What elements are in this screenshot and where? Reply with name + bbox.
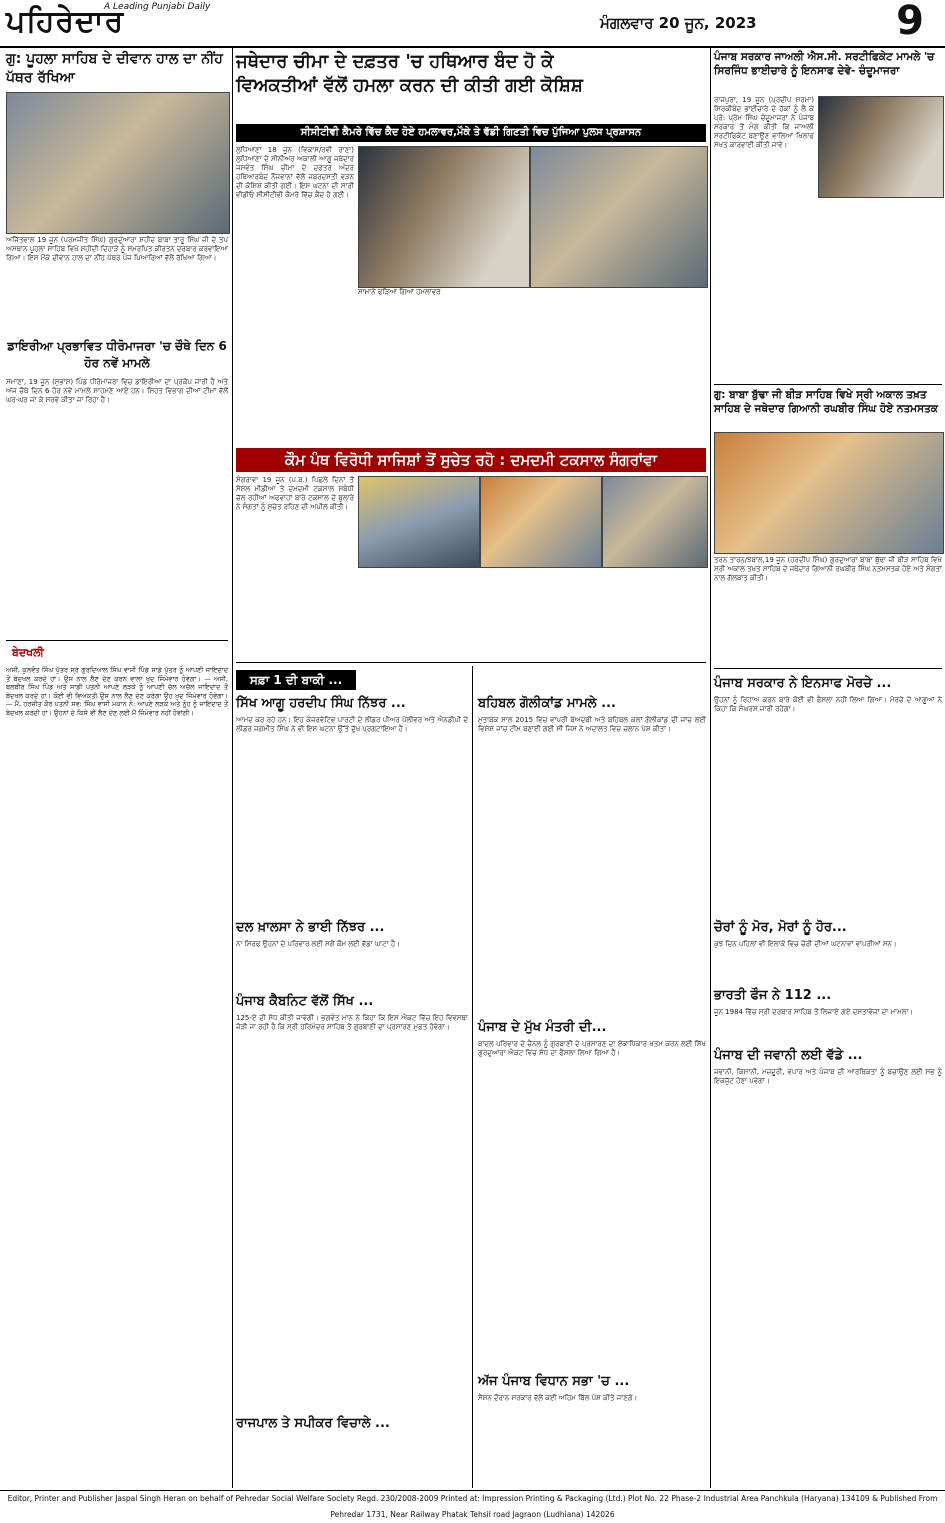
- right-photo-2: [714, 432, 944, 554]
- taksal-photo-2: [480, 476, 602, 568]
- lead-photo-1: [358, 146, 530, 288]
- cont6-title: ਪੰਜਾਬ ਦੇ ਮੁੱਖ ਮੰਤਰੀ ਦੀ...: [478, 1020, 607, 1035]
- continued-label: ਸਫ਼ਾ 1 ਦੀ ਬਾਕੀ ...: [236, 670, 356, 690]
- right-body-4: ਕੁਝ ਦਿਨ ਪਹਿਲਾਂ ਵੀ ਇਲਾਕੇ ਵਿਚ ਚੋਰੀ ਦੀਆਂ ਘਟਨਾਵਾਂ ਵਾਪਰੀਆਂ ਸਨ।: [714, 940, 897, 948]
- taksal-body: ਸੰਗਰਾਵਾ 19 ਜੂਨ (ਪ.ਬ.) ਪਿਛਲੇ ਦਿਨਾਂ ਤੋਂ ਸੋਸ਼ਲ ਮੀਡੀਆ ਤੇ ਦਮਦਮੀ ਟਕਸਾਲ ਸਬੰਧੀ ਚੱਲ ਰਹੀਆਂ ਅਫਵਾਹਾਂ ਬਾਰੇ ਟਕਸਾਲ ਦੇ ਬੁਲਾਰੇ ਨੇ ਸੰਗਤਾਂ ਨੂੰ ਸੁਚੇਤ ਰਹਿਣ ਦੀ ਅਪੀਲ ਕੀਤੀ।: [236, 476, 354, 511]
- section-rule: [6, 640, 228, 641]
- right-head-6: ਪੰਜਾਬ ਦੀ ਜਵਾਨੀ ਲਈ ਵੱਡੇ ...: [714, 1048, 863, 1063]
- taksal-photo-1: [358, 476, 480, 568]
- masthead: [0, 0, 945, 48]
- right-head-4: ਚੋਰਾਂ ਨੂੰ ਮੋਰ, ਮੋਰਾਂ ਨੂੰ ਹੋਰ...: [714, 920, 847, 935]
- right-head-5: ਭਾਰਤੀ ਫੌਜ ਨੇ 112 ...: [714, 988, 832, 1003]
- cont7-title: ਅੱਜ ਪੰਜਾਬ ਵਿਧਾਨ ਸਭਾ 'ਚ ...: [478, 1374, 630, 1389]
- newspaper-logo: ਪਹਿਰੇਦਾਰ: [6, 4, 125, 39]
- lead-strap: ਸੀਸੀਟੀਵੀ ਕੈਮਰੇ ਵਿੱਚ ਕੈਦ ਹੋਏ ਹਮਲਾਵਰ,ਮੌਕੇ ਤੇ ਵੱਡੀ ਗਿਣਤੀ ਵਿਚ ਪੁੱਜਿਆ ਪੁਲਸ ਪ੍ਰਸ਼ਾਸਨ: [236, 124, 706, 142]
- lead-headline-line1: ਜਥੇਦਾਰ ਚੀਮਾ ਦੇ ਦਫ਼ਤਰ 'ਚ ਹਥਿਆਰ ਬੰਦ ਹੋ ਕੇ: [236, 51, 554, 72]
- right-body-5: ਜੂਨ 1984 ਵਿੱਚ ਸ੍ਰੀ ਦਰਬਾਰ ਸਾਹਿਬ ਤੋਂ ਲਿਜਾਏ ਗਏ ਦਸਤਾਵੇਜ਼ਾਂ ਦਾ ਮਾਮਲਾ।: [714, 1008, 914, 1016]
- right-photo: [818, 96, 944, 198]
- lead-caption: ਸਾਮਾਨੇ ਫੜਿਆ ਗਿਆ ਹਮਲਾਵਰ: [358, 288, 441, 296]
- section-rule: [714, 668, 942, 669]
- left-sub-body: ਸਮਾਣਾ, 19 ਜੂਨ (ਸੁਭਾਸ਼) ਪਿੰਡ ਧੀਰੋਮਾਜਰਾ ਵਿਚ ਡਾਇਰੀਆ ਦਾ ਪ੍ਰਕੋਪ ਜਾਰੀ ਹੈ ਅਤੇ ਅੱਜ ਚੌਥੇ ਦਿਨ 6 ਹੋਰ ਨਵੇਂ ਮਾਮਲੇ ਸਾਹਮਣੇ ਆਏ ਹਨ। ਸਿਹਤ ਵਿਭਾਗ ਦੀਆਂ ਟੀਮਾਂ ਵੱਲੋਂ ਘਰ-ਘਰ ਜਾ ਕੇ ਸਰਵੇ ਕੀਤਾ ਜਾ ਰਿਹਾ ਹੈ।: [6, 378, 228, 404]
- cont2-body: ਨਾ ਸਿਰਫ ਉਹਨਾਂ ਦੇ ਪਰਿਵਾਰ ਲਈ ਸਗੋਂ ਕੌਮ ਲਈ ਵੱਡਾ ਘਾਟਾ ਹੈ।: [236, 940, 400, 948]
- cont4-title: ਰਾਜਪਾਲ ਤੇ ਸਪੀਕਰ ਵਿਚਾਲੇ ...: [236, 1416, 390, 1431]
- cont5-body: ਮੁਤਾਬਕ ਸਾਲ 2015 ਵਿਚ ਵਾਪਰੀ ਬੇਅਦਬੀ ਅਤੇ ਬਹਿਬਲ ਕਲਾਂ ਗੋਲੀਕਾਂਡ ਦੀ ਜਾਂਚ ਲਈ ਵਿਸ਼ੇਸ਼ ਜਾਂਚ ਟੀਮ ਬਣਾਈ ਗਈ ਸੀ ਜਿਸ ਨੇ ਅਦਾਲਤ ਵਿਚ ਚਲਾਨ ਪੇਸ਼ ਕੀਤਾ।: [478, 716, 706, 733]
- tagline: A Leading Punjabi Daily: [104, 2, 211, 12]
- cont6-body: ਬਾਦਲ ਪਰਿਵਾਰ ਦੇ ਚੈਨਲ ਨੂੰ ਗੁਰਬਾਣੀ ਦੇ ਪ੍ਰਸਾਰਣ ਦਾ ਏਕਾਧਿਕਾਰ ਖਤਮ ਕਰਨ ਲਈ ਸਿੱਖ ਗੁਰਦੁਆਰਾ ਐਕਟ ਵਿਚ ਸੋਧ ਦਾ ਫੈਸਲਾ ਲਿਆ ਗਿਆ ਹੈ।: [478, 1040, 706, 1057]
- cont7-body: ਸੈਸ਼ਨ ਦੌਰਾਨ ਸਰਕਾਰ ਵੱਲੋਂ ਕਈ ਅਹਿਮ ਬਿੱਲ ਪੇਸ਼ ਕੀਤੇ ਜਾਣਗੇ।: [478, 1394, 638, 1402]
- lead-body: ਲੁਧਿਆਣਾ 18 ਜੂਨ (ਵਿਕਾਸ/ਰਵੀ ਰਾਣਾ) ਲੁਧਿਆਣਾ ਦੇ ਸੀਨੀਅਰ ਅਕਾਲੀ ਆਗੂ ਜਥੇਦਾਰ ਜਸਵੰਤ ਸਿੰਘ ਚੀਮਾ ਦੇ ਦਫ਼ਤਰ ਅੰਦਰ ਹਥਿਆਰਬੰਦ ਨੌਜਵਾਨਾਂ ਵੱਲੋਂ ਜਬਰਦਸਤੀ ਵੜਨ ਦੀ ਕੋਸ਼ਿਸ਼ ਕੀਤੀ ਗਈ। ਇਸ ਘਟਨਾ ਦੀ ਸਾਰੀ ਵੀਡੀਓ ਸੀਸੀਟੀਵੀ ਕੈਮਰੇ ਵਿੱਚ ਕੈਦ ਹੋ ਗਈ।: [236, 146, 354, 199]
- lead-headline: [236, 50, 706, 122]
- cont1-body: ਆਮਦ ਕਰ ਰਹੇ ਹਨ। ਇਹ ਕੰਜਰਵੇਟਿਵ ਪਾਰਟੀ ਦੇ ਲੀਡਰ ਪੀਅਰ ਪੋਲੀਵਰ ਅਤੇ ਐਨਡੀਪੀ ਦੇ ਲੀਡਰ ਜਗਮੀਤ ਸਿੰਘ ਨੇ ਵੀ ਇਸ ਘਟਨਾ ਉੱਤੇ ਦੁੱਖ ਪ੍ਰਗਟਾਇਆ ਹੈ।: [236, 716, 468, 733]
- cont3-title: ਪੰਜਾਬ ਕੈਬਨਿਟ ਵੱਲੋਂ ਸਿੱਖ ...: [236, 994, 374, 1009]
- right-head-3: ਪੰਜਾਬ ਸਰਕਾਰ ਨੇ ਇਨਸਾਫ ਮੋਰਚੇ ...: [714, 676, 892, 691]
- right-headline: ਪੰਜਾਬ ਸਰਕਾਰ ਜਾਅਲੀ ਐਸ.ਸੀ. ਸਰਟੀਫਿਕੇਟ ਮਾਮਲੇ 'ਚ ਸਿਰਜਿੰਧ ਭਾਈਚਾਰੇ ਨੂੰ ਇਨਸਾਫ ਦੇਵੇ- ਚੰਦੂਮਾਜਰਾ: [714, 51, 935, 77]
- cont1-title: ਸਿੱਖ ਆਗੂ ਹਰਦੀਪ ਸਿੰਘ ਨਿੱਝਰ ...: [236, 696, 406, 711]
- right-body-2: ਤਰਨ ਤਾਰਨ/ਝਬਾਲ,19 ਜੂਨ (ਹਰਦੀਪ ਸਿੰਘ) ਗੁਰਦੁਆਰਾ ਬਾਬਾ ਬੁੱਢਾ ਜੀ ਬੀੜ ਸਾਹਿਬ ਵਿਖੇ ਸ੍ਰੀ ਅਕਾਲ ਤਖ਼ਤ ਸਾਹਿਬ ਦੇ ਜਥੇਦਾਰ ਗਿਆਨੀ ਰਘਬੀਰ ਸਿੰਘ ਨਤਮਸਤਕ ਹੋਏ ਅਤੇ ਸੰਗਤਾਂ ਨਾਲ ਗੱਲਬਾਤ ਕੀਤੀ।: [714, 556, 942, 582]
- lead-photo-2: [530, 146, 708, 288]
- obituaries-title: ਬੇਦਖਲੀ: [12, 646, 44, 659]
- lead-body-cont: [358, 300, 706, 440]
- left-body: ਅਜਿੱਤਵਾਲ 19 ਜੂਨ (ਪਰਮਜੀਤ ਸਿੰਘ) ਗੁਰਦੁਆਰਾ ਸ਼ਹੀਦ ਬਾਬਾ ਤਾਰੂ ਸਿੰਘ ਜੀ ਦੇ ਤਪ ਅਸਥਾਨ ਪੂਹਲਾ ਸਾਹਿਬ ਵਿਖੇ ਸ਼ਹੀਦੀ ਦਿਹਾੜੇ ਨੂੰ ਸਮਰਪਿਤ ਕੀਰਤਨ ਦਰਬਾਰ ਕਰਵਾਇਆ ਗਿਆ। ਇਸ ਮੌਕੇ ਦੀਵਾਨ ਹਾਲ ਦਾ ਨੀਂਹ ਪੱਥਰ ਪੰਜ ਪਿਆਰਿਆਂ ਵੱਲੋਂ ਰੱਖਿਆ ਗਿਆ।: [6, 236, 228, 262]
- left-sub-headline: ਡਾਇਰੀਆ ਪ੍ਰਭਾਵਿਤ ਧੀਰੋਮਾਜਰਾ 'ਚ ਚੌਥੇ ਦਿਨ 6 ਹੋਰ ਨਵੇਂ ਮਾਮਲੇ: [7, 339, 227, 370]
- date: ਮੰਗਲਵਾਰ 20 ਜੂਨ, 2023: [600, 14, 757, 32]
- lead-headline-line2: ਵਿਅਕਤੀਆਂ ਵੱਲੋਂ ਹਮਲਾ ਕਰਨ ਦੀ ਕੀਤੀ ਗਈ ਕੋਸ਼ਿਸ਼: [236, 75, 583, 96]
- cont4-body: [236, 1436, 468, 1486]
- page-number: 9: [896, 0, 924, 44]
- section-rule: [236, 662, 706, 663]
- right-headline-2: ਗੁ: ਬਾਬਾ ਬੁੱਢਾ ਜੀ ਬੀੜ ਸਾਹਿਬ ਵਿਖੇ ਸ੍ਰੀ ਅਕਾਲ ਤਖ਼ਤ ਸਾਹਿਬ ਦੇ ਜਥੇਦਾਰ ਗਿਆਨੀ ਰਘਬੀਰ ਸਿੰਘ ਹੋਏ ਨਤਮਸਤਕ: [714, 389, 938, 415]
- cont3-body: 125-ਏ ਦੀ ਸੋਧ ਕੀਤੀ ਜਾਵੇਗੀ। ਭਗਵੰਤ ਮਾਨ ਨੇ ਕਿਹਾ ਕਿ ਇਸ ਐਕਟ ਵਿੱਚ ਇਹ ਵਿਵਸਥਾ ਜੋੜੀ ਜਾ ਰਹੀ ਹੈ ਕਿ ਸ੍ਰੀ ਹਰਿਮੰਦਰ ਸਾਹਿਬ ਤੋਂ ਗੁਰਬਾਣੀ ਦਾ ਪ੍ਰਸਾਰਣ ਮੁਫ਼ਤ ਹੋਵੇਗਾ।: [236, 1014, 468, 1031]
- cont2-title: ਦਲ ਖ਼ਾਲਸਾ ਨੇ ਭਾਈ ਨਿੱਝਰ ...: [236, 920, 385, 935]
- left-headline: ਗੁ: ਪੂਹਲਾ ਸਾਹਿਬ ਦੇ ਦੀਵਾਨ ਹਾਲ ਦਾ ਨੀਂਹ ਪੱਥਰ ਰੱਖਿਆ: [6, 51, 223, 86]
- taksal-banner: ਕੌਮ ਪੰਥ ਵਿਰੋਧੀ ਸਾਜਿਸ਼ਾਂ ਤੋਂ ਸੁਚੇਤ ਰਹੋ : ਦਮਦਮੀ ਟਕਸਾਲ ਸੰਗਰਾਂਵਾ: [236, 448, 706, 472]
- column-rule: [710, 48, 711, 1488]
- taksal-body-cont: [358, 570, 706, 660]
- right-body-6: ਜਵਾਨੀ, ਕਿਸਾਨੀ, ਮਜ਼ਦੂਰੀ, ਵਪਾਰ ਅਤੇ ਪੰਜਾਬ ਦੀ ਆਰਥਿਕਤਾ ਨੂੰ ਬਚਾਉਣ ਲਈ ਸਭ ਨੂੰ ਇਕਜੁੱਟ ਹੋਣਾ ਪਵੇਗਾ।: [714, 1068, 942, 1085]
- section-rule: [714, 384, 942, 385]
- left-photo: [6, 92, 230, 234]
- right-body: ਰਾਜਪੁਰਾ, 19 ਜੂਨ (ਪ੍ਰਦੀਪ ਸ਼ਰਮਾ) ਸਿਰਕੀਬੰਦ ਭਾਈਚਾਰੇ ਦੇ ਹੱਕਾਂ ਨੂੰ ਲੈ ਕੇ ਪ੍ਰੋ: ਪ੍ਰੇਮ ਸਿੰਘ ਚੰਦੂਮਾਜਰਾ ਨੇ ਪੰਜਾਬ ਸਰਕਾਰ ਤੋਂ ਮੰਗ ਕੀਤੀ ਕਿ ਜਾਅਲੀ ਸਰਟੀਫਿਕੇਟ ਬਣਾਉਣ ਵਾਲਿਆਂ ਖਿਲਾਫ ਸਖਤ ਕਾਰਵਾਈ ਕੀਤੀ ਜਾਵੇ।: [714, 96, 814, 149]
- column-rule: [232, 48, 233, 1488]
- taksal-photo-3: [602, 476, 708, 568]
- right-body-3: ਉਹਨਾਂ ਨੂੰ ਰਿਹਾਅ ਕਰਨ ਬਾਰੇ ਕੋਈ ਵੀ ਫੈਸਲਾ ਨਹੀਂ ਲਿਆ ਗਿਆ। ਮੋਰਚੇ ਦੇ ਆਗੂਆਂ ਨੇ ਕਿਹਾ ਕਿ ਸੰਘਰਸ਼ ਜਾਰੀ ਰਹੇਗਾ।: [714, 696, 942, 713]
- cont5-title: ਬਹਿਬਲ ਗੋਲੀਕਾਂਡ ਮਾਮਲੇ ...: [478, 696, 616, 711]
- imprint-footer: Editor, Printer and Publisher Jaspal Singh Heran on behalf of Pehredar Social Welfare Society Regd. 230/2008-2009 Printed at: Impression Printing & Packaging (Ltd.) Plot No. 22 Phase-2 Industrial Area Panchkula (Haryana) 134109 & Published From Pehredar 1731, Near Railway Phatak Tehsil road Jagraon (Ludhiana) 142026: [0, 1490, 945, 1508]
- obituaries-list: ਅਸੀਂ, ਕੁਲਵੰਤ ਸਿੰਘ ਪੁੱਤਰ ਸ੍ਰ ਗੁਰਦਿਆਲ ਸਿੰਘ ਵਾਸੀ ਪਿੰਡ ਸਾਡੇ ਪੁੱਤਰ ਨੂੰ ਆਪਣੀ ਜਾਇਦਾਦ ਤੋਂ ਬੇਦਖਲ ਕਰਦੇ ਹਾਂ। ਉਸ ਨਾਲ ਲੈਣ ਦੇਣ ਕਰਨ ਵਾਲਾ ਖੁਦ ਜਿੰਮੇਵਾਰ ਹੋਵੇਗਾ। — ਅਸੀਂ, ਬਲਬੀਰ ਸਿੰਘ ਪਿੰਡ ਅਤੇ ਸਾਡੀ ਪਤਨੀ ਆਪਣੇ ਲੜਕੇ ਨੂੰ ਆਪਣੀ ਚੱਲ ਅਚੱਲ ਜਾਇਦਾਦ ਤੋਂ ਬੇਦਖਲ ਕਰਦੇ ਹਾਂ। ਕੋਈ ਵੀ ਵਿਅਕਤੀ ਉਸ ਨਾਲ ਲੈਣ ਦੇਣ ਕਰੇਗਾ ਉਹ ਖੁਦ ਜਿੰਮੇਵਾਰ ਹੋਵੇਗਾ। — ਮੈਂ, ਹਰਜੀਤ ਕੌਰ ਪਤਨੀ ਸਵ: ਸਿੰਘ ਵਾਸੀ ਮਕਾਨ ਨੰ: ਆਪਣੇ ਲੜਕੇ ਅਤੇ ਨੂੰਹ ਨੂੰ ਜਾਇਦਾਦ ਤੋਂ ਬੇਦਖਲ ਕਰਦੀ ਹਾਂ। ਉਹਨਾਂ ਦੇ ਕਿਸੇ ਵੀ ਲੈਣ ਦੇਣ ਲਈ ਮੈਂ ਜਿੰਮੇਵਾਰ ਨਹੀਂ ਹੋਵਾਂਗੀ।: [6, 666, 228, 717]
- right-body-cont: [714, 200, 942, 382]
- column-rule: [472, 666, 473, 1488]
